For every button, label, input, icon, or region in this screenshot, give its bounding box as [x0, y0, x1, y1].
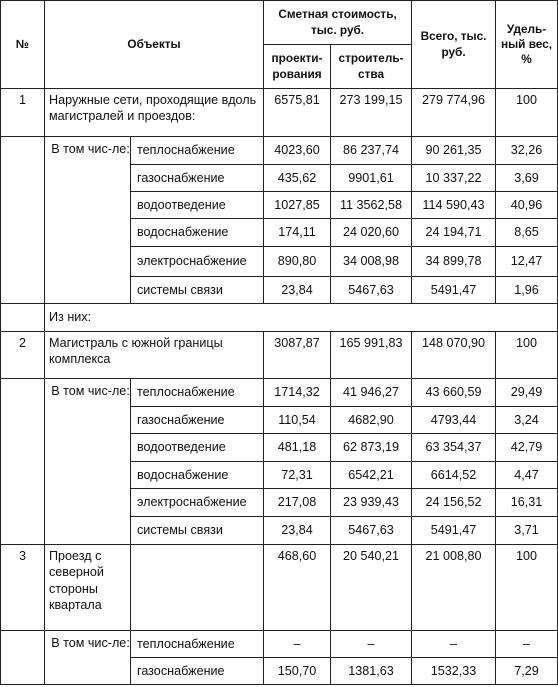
cell-total: 279 774,96	[412, 89, 496, 137]
cell-construction: 41 946,27	[331, 379, 412, 407]
cell-construction: 4682,90	[331, 407, 412, 434]
section-row	[1, 545, 558, 631]
cell-design: 72,31	[264, 462, 331, 489]
cell-total: 1532,33	[412, 658, 496, 685]
cell-construction: 165 991,83	[331, 332, 412, 379]
cell-design: 481,18	[264, 434, 331, 462]
included-label: В том чис-ле:	[45, 379, 131, 545]
cell-design: 3087,87	[264, 332, 331, 379]
cell-design: 890,80	[264, 247, 331, 277]
cell-share: 1,96	[496, 277, 558, 304]
cell-share: 40,96	[496, 192, 558, 219]
cell-share: 4,47	[496, 462, 558, 489]
cell-design: 1714,32	[264, 379, 331, 407]
row-name: электроснабжение	[131, 247, 264, 277]
cell-total: 90 261,35	[412, 137, 496, 165]
cell-total: 6614,52	[412, 462, 496, 489]
cell-share: 100	[496, 545, 558, 631]
of-them-row	[1, 304, 558, 332]
of-them-label: Из них:	[45, 304, 558, 332]
cell-share: 3,24	[496, 407, 558, 434]
cell-total: 5491,47	[412, 277, 496, 304]
row-name: водоотведение	[131, 192, 264, 219]
cell-construction: 6542,21	[331, 462, 412, 489]
section-title: Магистраль с южной границы комплекса	[45, 332, 264, 379]
header-construction: строитель-ства	[331, 45, 412, 89]
cell-design: 110,54	[264, 407, 331, 434]
cell-total: 24 156,52	[412, 489, 496, 517]
cell-construction: 24 020,60	[331, 219, 412, 247]
cell-share: 12,47	[496, 247, 558, 277]
section-num: 1	[1, 89, 45, 137]
row-name: водоснабжение	[131, 462, 264, 489]
header-total: Всего, тыс. руб.	[412, 1, 496, 89]
cell-share: 16,31	[496, 489, 558, 517]
cell-total: 4793,44	[412, 407, 496, 434]
cell-construction: –	[331, 631, 412, 658]
row-name: газоснабжение	[131, 407, 264, 434]
included-label: В том чис-ле:	[45, 137, 131, 304]
table-row	[1, 631, 558, 658]
section-row	[1, 332, 558, 379]
row-name: системы связи	[131, 517, 264, 545]
cell-total: 148 070,90	[412, 332, 496, 379]
cell-design: 150,70	[264, 658, 331, 685]
section-row	[1, 89, 558, 137]
cell-construction: 5467,63	[331, 277, 412, 304]
cell-share: 100	[496, 89, 558, 137]
cell-design: 23,84	[264, 277, 331, 304]
cell-construction: 5467,63	[331, 517, 412, 545]
header-num: №	[1, 1, 45, 89]
row-name: газоснабжение	[131, 165, 264, 192]
cell-construction: 62 873,19	[331, 434, 412, 462]
section-title: Наружные сети, проходящие вдоль магистралей и проездов:	[45, 89, 264, 137]
cell-construction: 20 540,21	[331, 545, 412, 631]
row-name: водоотведение	[131, 434, 264, 462]
cell-total: 43 660,59	[412, 379, 496, 407]
cell-total: 21 008,80	[412, 545, 496, 631]
header-row-top	[1, 1, 558, 45]
cell-design: 6575,81	[264, 89, 331, 137]
cell-construction: 273 199,15	[331, 89, 412, 137]
cell-total: –	[412, 631, 496, 658]
cell-construction: 11 3562,58	[331, 192, 412, 219]
section-num: 2	[1, 332, 45, 379]
cell-construction: 86 237,74	[331, 137, 412, 165]
cell-share: 7,29	[496, 658, 558, 685]
cell-construction: 9901,61	[331, 165, 412, 192]
cell-design: 435,62	[264, 165, 331, 192]
cell-construction: 1381,63	[331, 658, 412, 685]
row-name: системы связи	[131, 277, 264, 304]
cell-design: 174,11	[264, 219, 331, 247]
row-name: теплоснабжение	[131, 137, 264, 165]
row-name: электроснабжение	[131, 489, 264, 517]
cell-design: 23,84	[264, 517, 331, 545]
cell-design: 1027,85	[264, 192, 331, 219]
header-objects: Объекты	[45, 1, 264, 89]
cell-share: 32,26	[496, 137, 558, 165]
cell-total: 5491,47	[412, 517, 496, 545]
cell-share: 42,79	[496, 434, 558, 462]
cell-total: 10 337,22	[412, 165, 496, 192]
cell-share: 3,69	[496, 165, 558, 192]
header-share: Удель-ный вес, %	[496, 1, 558, 89]
row-name: газоснабжение	[131, 658, 264, 685]
cell-total: 114 590,43	[412, 192, 496, 219]
cell-design: –	[264, 631, 331, 658]
section-num: 3	[1, 545, 45, 631]
cell-share: –	[496, 631, 558, 658]
cell-construction: 23 939,43	[331, 489, 412, 517]
cell-share: 100	[496, 332, 558, 379]
cell-design: 468,60	[264, 545, 331, 631]
cell-design: 217,08	[264, 489, 331, 517]
header-design: проекти-рования	[264, 45, 331, 89]
row-name: теплоснабжение	[131, 379, 264, 407]
cell-total: 63 354,37	[412, 434, 496, 462]
table-row	[1, 379, 558, 407]
cell-share: 29,49	[496, 379, 558, 407]
row-name: водоснабжение	[131, 219, 264, 247]
header-cost: Сметная стоимость, тыс. руб.	[264, 1, 412, 45]
cell-share: 3,71	[496, 517, 558, 545]
row-name: теплоснабжение	[131, 631, 264, 658]
cell-construction: 34 008,98	[331, 247, 412, 277]
cell-design: 4023,60	[264, 137, 331, 165]
cell-share: 8,65	[496, 219, 558, 247]
cell-total: 34 899,78	[412, 247, 496, 277]
table-row	[1, 137, 558, 165]
included-label: В том чис-ле:	[45, 631, 131, 685]
cell-total: 24 194,71	[412, 219, 496, 247]
section-title: Проезд с северной стороны квартала	[45, 545, 131, 631]
